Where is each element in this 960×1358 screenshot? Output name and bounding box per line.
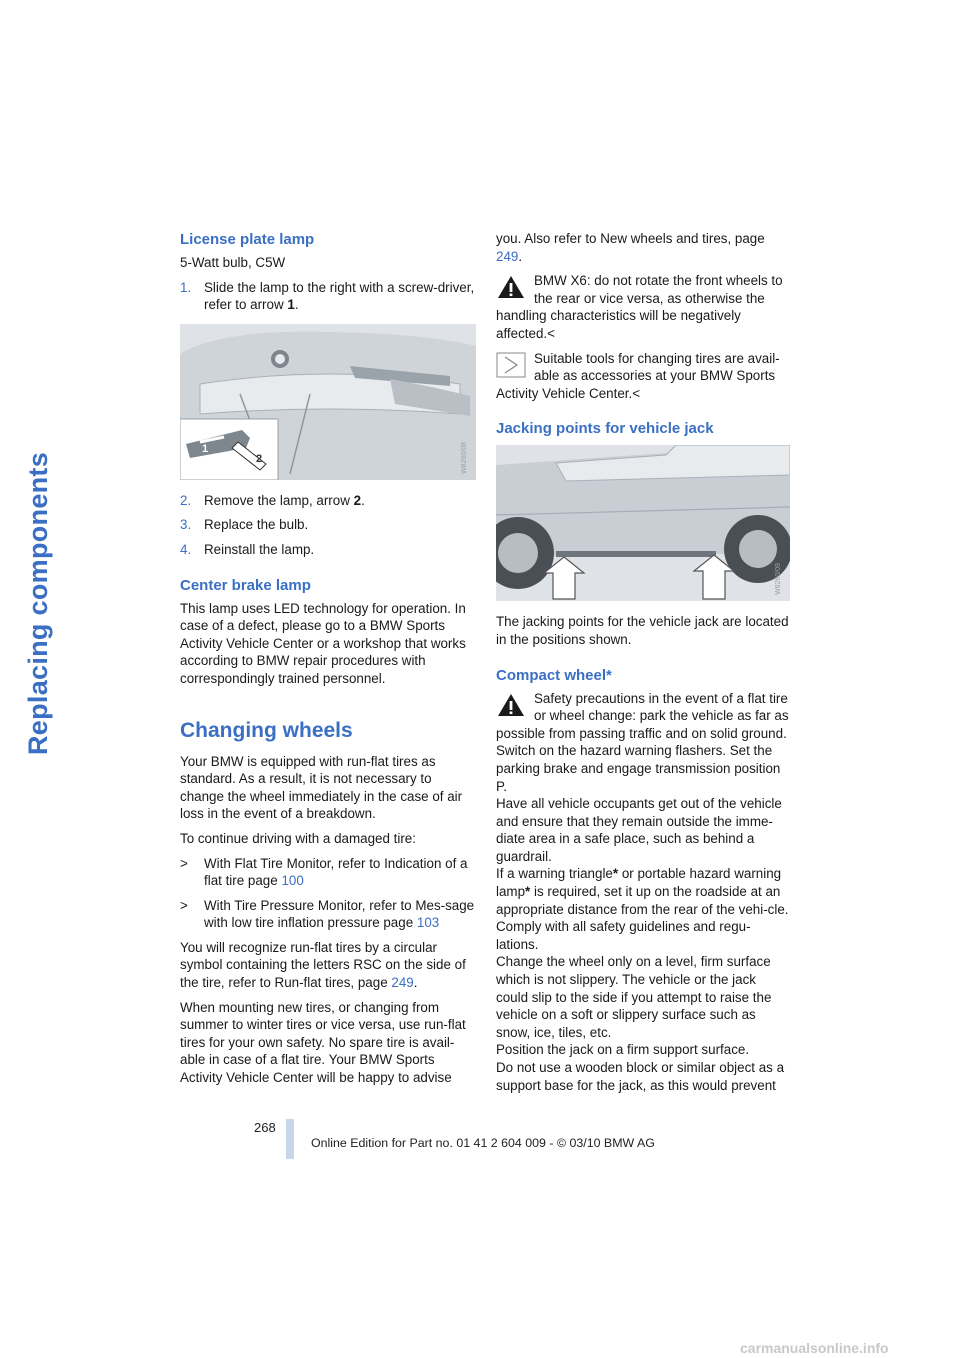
safety-text-3 bbox=[496, 866, 789, 951]
side-title-text: Replacing components bbox=[23, 451, 53, 755]
step-2-text: Remove the lamp, arrow bbox=[204, 492, 350, 508]
heading-center-brake-lamp: Center brake lamp bbox=[180, 576, 311, 594]
safety-text-3b: or portable hazard warning lamp bbox=[496, 866, 782, 900]
continued-text-body: you. Also refer to New wheels and tires, page bbox=[496, 231, 765, 246]
brake-lamp-text: This lamp uses LED technology for operation. In case of a defect, please go to a BMW Sports Activity Vehicle Center or a workshop that works according to BMW repair procedures with correspondingly trained personnel. bbox=[180, 600, 466, 686]
side-section-title bbox=[18, 255, 62, 755]
run-flat-text: You will recognize run-flat tires by a circular symbol containing the letters RSC on the side of the tire, refer to Run-flat tires, page 249. bbox=[180, 939, 466, 991]
step-1-text: Slide the lamp to the right with a screw-driver, refer to arrow bbox=[204, 279, 475, 313]
step-text: Slide the lamp to the right with a screw-driver, refer to arrow 1. bbox=[204, 279, 475, 313]
step-number: 4. bbox=[180, 541, 192, 557]
bullet-1-text: With Flat Tire Monitor, refer to Indication of a flat tire page bbox=[204, 855, 468, 889]
left-column bbox=[180, 230, 476, 1094]
continued-text: you. Also refer to New wheels and tires, page 249. bbox=[496, 231, 765, 264]
step-text: Reinstall the lamp. bbox=[204, 541, 315, 557]
bulb-spec: 5-Watt bulb, C5W bbox=[180, 255, 286, 270]
svg-text:2: 2 bbox=[256, 452, 263, 465]
page-link-100[interactable]: 100 bbox=[281, 873, 304, 889]
arrow-ref-2: 2 bbox=[353, 492, 362, 508]
safety-text-2: Have all vehicle occupants get out of the vehicle and ensure that they remain outside the imme-diate area in a safe place, such as behind a guardrail. bbox=[496, 796, 782, 864]
safety-text-1: Safety precautions in the event of a flat tire or wheel change: park the vehicle as far as possible from passing traffic and on solid ground. Switch on the hazard warning flashers. Set the parking brake and engage transmission position P. bbox=[496, 690, 789, 794]
safety-text-3a: If a warning triangle bbox=[496, 866, 613, 882]
safety-text-3c: is required, set it up on the roadside at an appropriate distance from the rear of the vehi-cle. Comply with all safety guidelines and regu-lations. bbox=[496, 884, 789, 952]
step-text: Remove the lamp, arrow 2. bbox=[204, 492, 365, 508]
mounting-text: When mounting new tires, or changing from summer to winter tires or vice versa, use run-flat tires for your own safety. No spare tire is avail-able in case of a flat tire. Your BMW Sports Activity Vehicle Center will be happy to advise bbox=[180, 999, 466, 1086]
page-number: 268 bbox=[254, 1120, 276, 1135]
bullet-mark: > bbox=[180, 897, 188, 913]
note-arrow-icon bbox=[496, 352, 526, 378]
heading-license-plate-lamp: License plate lamp bbox=[180, 231, 315, 248]
wheels-intro: Your BMW is equipped with run-flat tires as standard. As a result, it is not necessary to change the wheel immediately in the case of air loss in the event of a breakdown. bbox=[180, 753, 463, 822]
bullet-text bbox=[204, 897, 476, 932]
jacking-text: The jacking points for the vehicle jack are located in the positions shown. bbox=[496, 614, 789, 647]
bullet-2-text: With Tire Pressure Monitor, refer to Mes-sage with low tire inflation pressure page bbox=[204, 897, 475, 931]
figure-code: W8260/09 bbox=[775, 563, 783, 596]
safety-text-5: Position the jack on a firm support surface. bbox=[496, 1042, 750, 1058]
wheels-continue: To continue driving with a damaged tire: bbox=[180, 830, 416, 846]
step-number: 1. bbox=[180, 279, 192, 295]
step-text: Replace the bulb. bbox=[204, 517, 309, 533]
warning-text-rotation: BMW X6: do not rotate the front wheels to the rear or vice versa, as otherwise the handling characteristics will be negatively affected. bbox=[496, 273, 783, 341]
step-2 bbox=[180, 492, 476, 510]
step-number: 2. bbox=[180, 492, 192, 508]
license-plate-lamp-illustration bbox=[180, 324, 476, 480]
end-mark: < bbox=[547, 325, 555, 341]
watermark: carmanualsonline.info bbox=[740, 1340, 889, 1356]
note-text-tools: Suitable tools for changing tires are avail-able as accessories at your BMW Sports Activity Vehicle Center. bbox=[496, 350, 780, 401]
safety-text-4: Change the wheel only on a level, firm surface which is not slippery. The vehicle or the jack could slip to the side if you attempt to raise the vehicle on a soft or slippery surface such as snow, ice, tiles, etc. bbox=[496, 954, 772, 1040]
page-link-103[interactable]: 103 bbox=[416, 915, 440, 931]
warning-note-safety bbox=[496, 690, 790, 1095]
heading-jacking-points: Jacking points for vehicle jack bbox=[496, 420, 714, 438]
heading-compact-wheel: Compact wheel* bbox=[496, 666, 612, 684]
step-4 bbox=[180, 541, 476, 559]
warning-triangle-icon bbox=[496, 692, 526, 718]
step-3 bbox=[180, 516, 476, 534]
figure-code: W8260/08 bbox=[461, 441, 469, 474]
jacking-points-figure bbox=[496, 445, 790, 601]
footer-bar bbox=[286, 1119, 294, 1159]
optional-star: * bbox=[612, 866, 619, 882]
bullet-mark: > bbox=[180, 855, 188, 871]
page-link-249[interactable]: 249 bbox=[391, 975, 414, 991]
safety-text-6: Do not use a wooden block or similar object as a support base for the jack, as this would prevent bbox=[496, 1060, 785, 1093]
edition-note: Online Edition for Part no. 01 41 2 604 009 - © 03/10 BMW AG bbox=[311, 1136, 655, 1150]
jacking-points-illustration bbox=[496, 445, 790, 601]
right-column bbox=[496, 230, 790, 1101]
bullet-tire-pressure-monitor bbox=[180, 897, 476, 932]
bullet-text bbox=[204, 855, 476, 890]
bullet-flat-tire-monitor bbox=[180, 855, 476, 890]
svg-text:1: 1 bbox=[202, 442, 209, 455]
run-flat-text-body: You will recognize run-flat tires by a circular symbol containing the letters RSC on the side of the tire, refer to Run-flat tires, page bbox=[180, 939, 466, 991]
license-plate-lamp-figure bbox=[180, 324, 476, 480]
heading-changing-wheels: Changing wheels bbox=[180, 718, 353, 742]
end-mark: < bbox=[632, 385, 641, 401]
info-note-tools bbox=[496, 350, 790, 403]
warning-note-rotation bbox=[496, 272, 790, 342]
arrow-ref-1: 1 bbox=[287, 297, 295, 313]
step-1 bbox=[180, 279, 476, 314]
warning-triangle-icon bbox=[496, 274, 526, 300]
page-link-249-b[interactable]: 249 bbox=[496, 248, 519, 264]
optional-star: * bbox=[525, 884, 531, 900]
step-number: 3. bbox=[180, 517, 192, 533]
